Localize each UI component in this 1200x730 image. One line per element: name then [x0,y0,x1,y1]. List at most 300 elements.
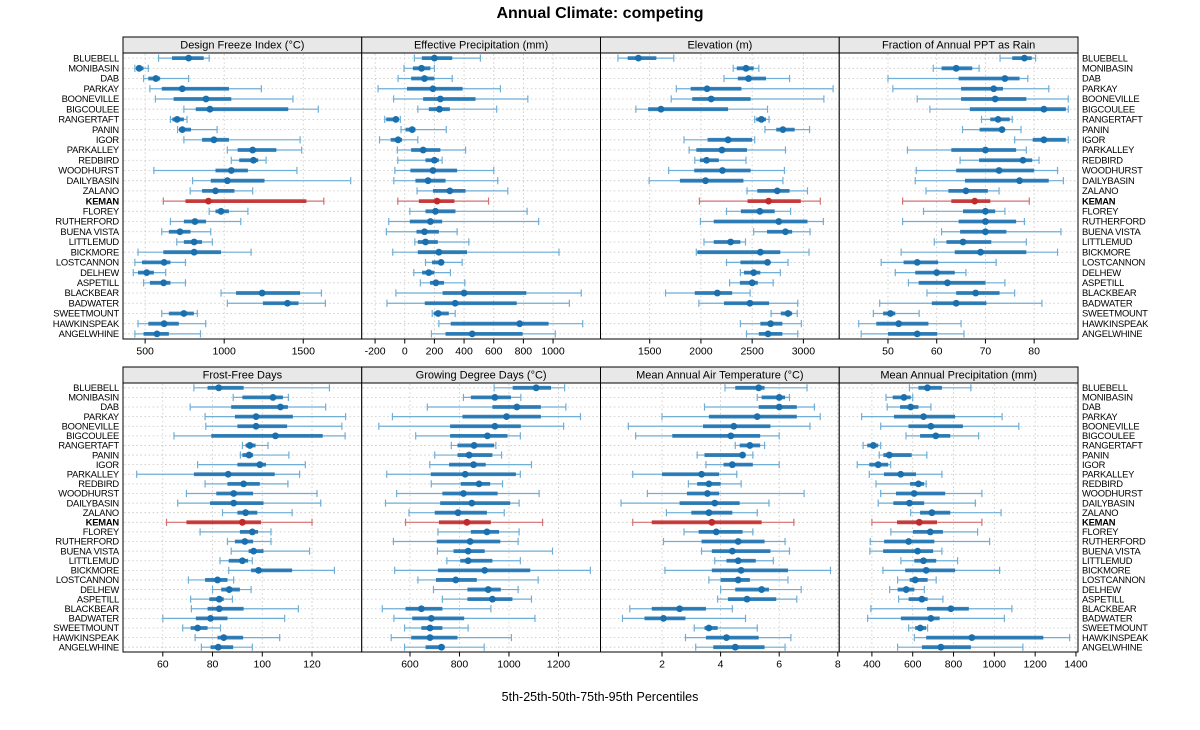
median-dot [914,548,921,555]
median-dot [179,126,186,133]
station-label-right: BICKMORE [1082,564,1131,576]
station-label-left: BLUEBELL [73,382,119,394]
axis-tick-label: 60 [156,658,169,671]
axis-tick-label: 3000 [791,345,816,358]
panel [839,37,1078,358]
median-dot [215,384,222,391]
median-dot [785,310,792,317]
station-label-left: MONIBASIN [68,391,119,403]
station-label-right: ZALANO [1082,185,1119,197]
median-dot [725,136,732,143]
median-dot [927,529,934,536]
median-dot [427,634,434,641]
median-dot [431,157,438,164]
median-dot [920,557,927,564]
median-dot [916,519,923,526]
axis-caption: 5th-25th-50th-75th-95th Percentiles [501,690,699,704]
axis-tick-label: 400 [455,345,473,358]
axis-tick-label: 60 [930,345,943,358]
median-dot [897,471,904,478]
station-label-left: REDBIRD [78,478,119,490]
median-dot [947,605,954,612]
median-dot [465,557,472,564]
median-dot [708,519,715,526]
median-dot [485,586,492,593]
panels-root [53,37,1149,671]
axis-tick-label: 1000 [212,345,236,358]
panel [123,367,362,671]
median-dot [906,500,913,507]
median-dot [409,126,416,133]
median-dot [513,404,520,411]
median-dot [905,538,912,545]
median-dot [242,509,249,516]
panel-title: Elevation (m) [687,39,753,52]
median-dot [466,452,473,459]
station-label-right: BOONEVILLE [1082,420,1140,432]
median-dot [427,218,434,225]
station-label-left: PANIN [92,449,119,461]
station-label-left: BADWATER [68,297,119,309]
station-label-right: PANIN [1082,449,1109,461]
median-dot [205,198,212,205]
median-dot [901,394,908,401]
median-dot [870,442,877,449]
station-label-right: WOODHURST [1082,164,1143,176]
axis-tick-label: 70 [979,345,992,358]
median-dot [705,625,712,632]
station-label-right: DAB [1082,401,1101,413]
median-dot [914,330,921,337]
station-label-left: BOONEVILLE [61,420,119,432]
median-dot [735,538,742,545]
station-label-right: REDBIRD [1082,478,1123,490]
station-label-left: SWEETMOUNT [53,622,119,634]
station-label-right: RANGERTAFT [1082,439,1143,451]
station-label-left: IGOR [95,134,119,146]
median-dot [1002,75,1009,82]
axis-tick-label: 80 [206,658,219,671]
median-dot [471,442,478,449]
median-dot [886,452,893,459]
axis-tick-label: 1200 [1023,658,1047,671]
median-dot [750,269,757,276]
station-label-left: RUTHERFORD [55,215,119,227]
axis-tick-label: 1000 [982,658,1007,671]
panel [839,367,1088,671]
panel [362,37,601,358]
station-label-right: BLACKBEAR [1082,287,1137,299]
median-dot [425,177,432,184]
median-dot [395,136,402,143]
median-dot [937,644,944,651]
median-dot [463,519,470,526]
station-label-right: DAB [1082,72,1101,84]
median-dot [911,490,918,497]
median-dot [1040,136,1047,143]
median-dot [1040,106,1047,113]
station-label-left: DELHEW [80,583,119,595]
median-dot [255,567,262,574]
median-dot [758,116,765,123]
station-label-left: FLOREY [82,205,119,217]
station-label-right: MONIBASIN [1082,62,1133,74]
panel-title: Mean Annual Precipitation (mm) [880,369,1037,382]
median-dot [756,208,763,215]
station-label-right: LOSTCANNON [1082,574,1146,586]
axis-tick-label: 800 [514,345,533,358]
station-label-right: RANGERTAFT [1082,113,1143,125]
median-dot [224,177,231,184]
axis-tick-label: 80 [1028,345,1040,358]
median-dot [422,239,429,246]
station-label-left: BLACKBEAR [64,602,119,614]
station-label-left: BLACKBEAR [64,287,119,299]
median-dot [903,586,910,593]
median-dot [982,228,989,235]
panel [123,37,362,358]
station-label-right: WOODHURST [1082,487,1143,499]
median-dot [215,644,222,651]
station-label-left: BADWATER [68,612,119,624]
median-dot [259,290,266,297]
median-dot [239,519,246,526]
median-dot [1016,177,1023,184]
median-dot [971,198,978,205]
median-dot [995,116,1002,123]
median-dot [225,471,232,478]
median-dot [491,423,498,430]
median-dot [207,106,214,113]
median-dot [452,577,459,584]
median-dot [990,85,997,92]
axis-tick-label: 200 [425,345,444,358]
median-dot [932,432,939,439]
median-dot [455,509,462,516]
median-dot [758,586,765,593]
station-label-right: PARKALLEY [1082,468,1135,480]
median-dot [927,423,934,430]
median-dot [207,615,214,622]
median-dot [152,75,159,82]
median-dot [185,55,192,62]
median-dot [239,557,246,564]
station-label-left: BICKMORE [70,564,119,576]
station-label-left: REDBIRD [78,154,119,166]
axis-tick-label: 1000 [541,345,565,358]
station-label-right: BLUEBELL [1082,52,1128,64]
median-dot [430,167,437,174]
station-label-left: PARKAY [83,410,119,422]
axis-tick-label: 120 [303,658,321,671]
station-label-left: BIGCOULEE [66,103,119,115]
station-label-right: LITTLEMUD [1082,554,1133,566]
median-dot [432,279,439,286]
median-dot [489,596,496,603]
median-dot [704,490,711,497]
median-dot [136,65,143,72]
median-dot [745,75,752,82]
median-dot [435,249,442,256]
station-label-right: BUENA VISTA [1082,225,1141,237]
median-dot [920,413,927,420]
median-dot [977,249,984,256]
median-dot [719,147,726,154]
median-dot [704,85,711,92]
median-dot [161,259,168,266]
panel-title: Growing Degree Days (°C) [415,369,547,382]
axis-tick-label: 2 [659,658,665,671]
station-label-left: FLOREY [82,526,119,538]
station-label-right: BADWATER [1082,612,1133,624]
median-dot [470,461,477,468]
station-label-left: ZALANO [82,185,119,197]
median-dot [776,404,783,411]
median-dot [461,290,468,297]
station-label-right: RUTHERFORD [1082,215,1146,227]
station-label-right: SWEETMOUNT [1082,307,1148,319]
axis-tick-label: 1500 [638,345,662,358]
axis-tick-label: 800 [450,658,469,671]
station-label-left: BUENA VISTA [60,225,119,237]
station-label-left: WOODHURST [58,164,119,176]
median-dot [779,126,786,133]
median-dot [676,605,683,612]
median-dot [982,147,989,154]
station-label-left: ASPETILL [76,593,119,605]
median-dot [705,509,712,516]
median-dot [430,85,437,92]
median-dot [729,461,736,468]
station-label-left: LOSTCANNON [55,574,119,586]
median-dot [887,310,894,317]
station-label-left: DAB [100,72,119,84]
station-label-right: IGOR [1082,134,1106,146]
median-dot [438,259,445,266]
axis-tick-label: 400 [863,658,881,671]
median-dot [203,96,210,103]
median-dot [174,116,181,123]
median-dot [915,480,922,487]
station-label-right: KEMAN [1082,516,1116,528]
station-label-left: PARKALLEY [66,144,119,156]
median-dot [272,432,279,439]
panel-title: Effective Precipitation (mm) [413,39,549,52]
median-dot [179,85,186,92]
median-dot [755,384,762,391]
median-dot [428,615,435,622]
station-label-left: DAILYBASIN [66,497,119,509]
station-label-left: LITTLEMUD [68,236,119,248]
median-dot [746,300,753,307]
median-dot [194,625,201,632]
median-dot [729,548,736,555]
median-dot [230,500,237,507]
median-dot [912,577,919,584]
median-dot [425,269,432,276]
axis-tick-label: 2000 [689,345,713,358]
median-dot [446,187,453,194]
median-dot [218,208,225,215]
axis-tick-label: 2500 [740,345,764,358]
axis-tick-label: 0 [401,345,408,358]
median-dot [226,586,233,593]
station-label-right: DELHEW [1082,583,1121,595]
median-dot [246,452,253,459]
station-label-right: BLUEBELL [1082,382,1128,394]
median-dot [284,300,291,307]
median-dot [392,116,399,123]
median-dot [1021,55,1028,62]
axis-tick-label: 600 [484,345,503,358]
station-label-left: DAB [100,401,119,413]
station-label-right: PARKAY [1082,410,1118,422]
median-dot [161,320,168,327]
median-dot [703,157,710,164]
median-dot [249,147,256,154]
median-dot [714,290,721,297]
station-label-right: BOONEVILLE [1082,93,1140,105]
median-dot [982,208,989,215]
station-label-right: DAILYBASIN [1082,497,1135,509]
station-label-right: REDBIRD [1082,154,1123,166]
station-label-right: FLOREY [1082,205,1119,217]
median-dot [747,442,754,449]
station-label-left: PANIN [92,123,119,135]
median-dot [436,106,443,113]
median-dot [253,413,260,420]
median-dot [765,198,772,205]
axis-tick-label: 1400 [1064,658,1088,671]
median-dot [1020,157,1027,164]
median-dot [933,269,940,276]
station-label-right: BIGCOULEE [1082,430,1135,442]
panel-title: Design Freeze Index (°C) [180,39,305,52]
station-label-left: HAWKINSPEAK [52,317,119,329]
median-dot [928,509,935,516]
station-label-right: ASPETILL [1082,277,1125,289]
station-label-right: RUTHERFORD [1082,535,1146,547]
median-dot [776,394,783,401]
station-label-right: DAILYBASIN [1082,174,1135,186]
median-dot [421,228,428,235]
median-dot [767,320,774,327]
median-dot [895,320,902,327]
median-dot [211,136,218,143]
station-label-left: KEMAN [85,516,119,528]
median-dot [982,218,989,225]
median-dot [216,596,223,603]
median-dot [230,490,237,497]
median-dot [735,577,742,584]
median-dot [744,596,751,603]
median-dot [702,177,709,184]
median-dot [484,529,491,536]
axis-tick-label: 1500 [291,345,315,358]
median-dot [421,75,428,82]
median-dot [241,538,248,545]
median-dot [503,413,510,420]
axis-tick-label: 50 [882,345,894,358]
median-dot [256,461,263,468]
median-dot [944,279,951,286]
station-label-right: ASPETILL [1082,593,1125,605]
median-dot [875,461,882,468]
median-dot [177,228,184,235]
station-label-right: ZALANO [1082,506,1119,518]
station-label-left: PARKALLEY [66,468,119,480]
median-dot [743,65,750,72]
panel-title: Fraction of Annual PPT as Rain [881,39,1036,52]
station-label-left: BIGCOULEE [66,430,119,442]
station-label-right: PANIN [1082,123,1109,135]
median-dot [191,249,198,256]
station-label-left: PARKAY [83,82,119,94]
station-label-right: SWEETMOUNT [1082,622,1148,634]
station-label-left: BUENA VISTA [60,545,119,557]
median-dot [437,96,444,103]
median-dot [465,548,472,555]
station-label-right: DELHEW [1082,266,1121,278]
station-label-left: LOSTCANNON [55,256,119,268]
station-label-right: HAWKINSPEAK [1082,631,1149,643]
station-label-right: IGOR [1082,458,1106,470]
station-label-right: BIGCOULEE [1082,103,1135,115]
station-label-right: LOSTCANNON [1082,256,1146,268]
chart-title: Annual Climate: competing [496,5,704,22]
station-label-right: HAWKINSPEAK [1082,317,1149,329]
median-dot [775,218,782,225]
median-dot [708,96,715,103]
median-dot [754,413,761,420]
station-label-right: BLACKBEAR [1082,602,1137,614]
median-dot [191,239,198,246]
panel-title: Frost-Free Days [202,369,283,382]
median-dot [727,432,734,439]
median-dot [533,384,540,391]
median-dot [228,167,235,174]
panel [601,37,840,358]
median-dot [735,557,742,564]
median-dot [749,279,756,286]
median-dot [918,596,925,603]
median-dot [491,394,498,401]
median-dot [516,320,523,327]
median-dot [972,290,979,297]
median-dot [435,310,442,317]
median-dot [738,567,745,574]
median-dot [992,96,999,103]
median-dot [250,157,257,164]
station-label-left: BLUEBELL [73,52,119,64]
median-dot [953,300,960,307]
median-dot [468,500,475,507]
median-dot [635,55,642,62]
station-label-left: ZALANO [82,506,119,518]
median-dot [434,198,441,205]
median-dot [907,404,914,411]
median-dot [914,259,921,266]
median-dot [730,423,737,430]
median-dot [953,65,960,72]
median-dot [220,634,227,641]
median-dot [660,615,667,622]
axis-tick-label: 1000 [497,658,521,671]
station-label-left: ASPETILL [76,277,119,289]
median-dot [180,310,187,317]
station-label-left: RANGERTAFT [58,113,119,125]
median-dot [739,452,746,459]
